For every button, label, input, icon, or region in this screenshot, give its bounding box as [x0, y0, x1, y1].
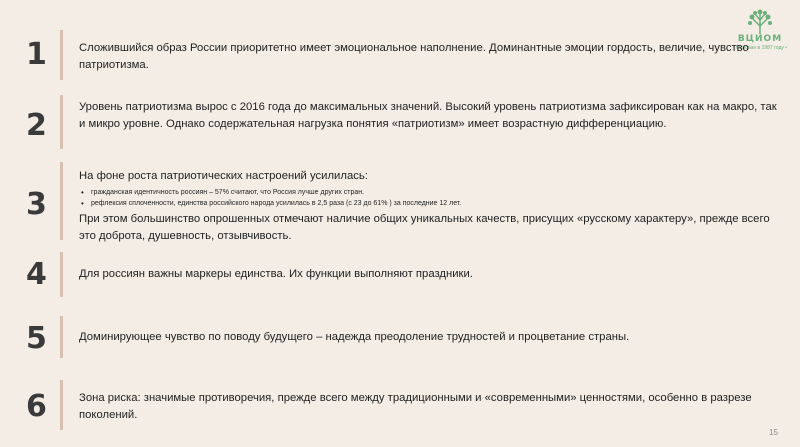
page-number: 15 — [769, 428, 778, 437]
item-number: 3 — [26, 187, 47, 222]
divider — [60, 252, 63, 297]
logo-name: ВЦИОМ — [737, 34, 783, 44]
item-number: 6 — [26, 389, 47, 424]
bullet-item: • гражданская идентичность россиян – 57% считают, что Россия лучше других стран. — [79, 187, 779, 198]
logo-tagline: • Основан в 1987 году • — [732, 45, 788, 51]
item-text: Уровень патриотизма вырос с 2016 года до максимальных значений. Высокий уровень патриотизма зафиксирован как на макро, так и микро уровне. Однако содержательная нагрузка понятия «патриотизм» имеет возрастную дифференциацию. — [79, 101, 777, 130]
bullet-list — [79, 187, 779, 209]
item-text: Доминирующее чувство по поводу будущего – надежда преодоление трудностей и процветание страны. — [79, 331, 630, 343]
item-text: Зона риска: значимые противоречия, прежде всего между традиционными и «современными» ценностями, особенно в разрезе поколений. — [79, 392, 752, 421]
item-text: Сложившийся образ России приоритетно имеет эмоциональное наполнение. Доминантные эмоции гордость, величие, чувство патриотизма. — [79, 42, 749, 71]
divider — [60, 162, 63, 240]
item-number: 4 — [26, 257, 47, 292]
item-number: 2 — [26, 108, 47, 143]
divider — [60, 30, 63, 80]
item-number: 1 — [26, 37, 47, 72]
item-text: Для россиян важны маркеры единства. Их функции выполняют праздники. — [79, 268, 473, 280]
item-number: 5 — [26, 321, 47, 356]
item-text: На фоне роста патриотических настроений усилилась: • гражданская идентичность россиян – 57% считают, что Россия лучше других стран. • рефлексия сплоченности, единства российского народа усилилась в 2,5 раза (с 23 до 61% ) за последние 12 лет. При этом большинство опрошенных отмечают наличие общих уникальных качеств, присущих «русскому характеру», прежде всего это доброта, душевность, отзывчивость. — [79, 168, 779, 245]
divider — [60, 316, 63, 358]
divider — [60, 95, 63, 149]
bullet-item: • рефлексия сплоченности, единства российского народа усилилась в 2,5 раза (с 23 до 61% ) за последние 12 лет. — [79, 198, 779, 209]
divider — [60, 380, 63, 430]
